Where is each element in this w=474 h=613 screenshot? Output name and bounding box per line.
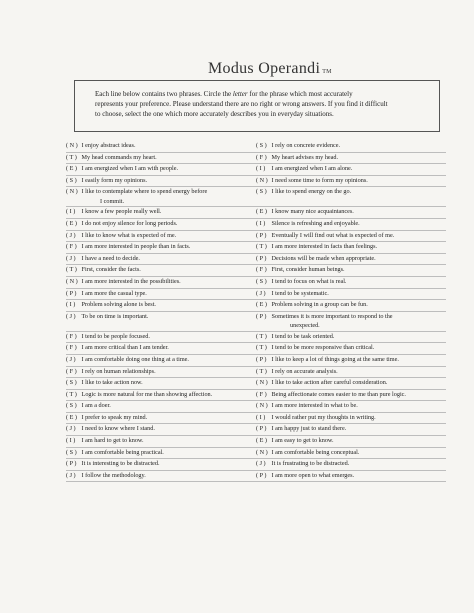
- question-row: [66, 242, 446, 254]
- questionnaire-rows: [66, 141, 446, 482]
- question-row: [66, 187, 446, 207]
- phrase-text: I am a doer.: [81, 402, 111, 410]
- choice-letter[interactable]: ( N ): [256, 176, 268, 184]
- right-phrase[interactable]: [256, 436, 444, 447]
- left-phrase[interactable]: [66, 413, 254, 424]
- phrase-text: Silence is refreshing and enjoyable.: [271, 219, 360, 227]
- phrase-text: Problem solving in a group can be fun.: [271, 301, 368, 309]
- phrase-text: To be on time is important.: [81, 312, 149, 320]
- choice-letter[interactable]: ( I ): [256, 219, 266, 227]
- choice-letter[interactable]: ( S ): [66, 448, 77, 456]
- phrase-text: I rely on concrete evidence.: [271, 142, 341, 149]
- phrase-text: I tend to be systematic.: [271, 289, 329, 297]
- left-phrase[interactable]: [66, 265, 254, 276]
- left-phrase[interactable]: [66, 459, 254, 470]
- phrase-text: I am easy to get to know.: [271, 437, 334, 445]
- choice-letter[interactable]: ( S ): [256, 142, 267, 149]
- question-row: [66, 277, 446, 289]
- right-phrase[interactable]: [256, 390, 444, 401]
- phrase-text: I am more interested in the possibilities.: [81, 277, 181, 285]
- choice-letter[interactable]: ( P ): [66, 460, 77, 468]
- left-phrase[interactable]: [66, 254, 254, 265]
- phrase-text: I rely on accurate analysis.: [271, 367, 338, 375]
- phrase-text: I am more interested in facts than feelings.: [271, 243, 378, 251]
- choice-letter[interactable]: ( S ): [256, 188, 267, 196]
- choice-letter[interactable]: ( E ): [66, 165, 77, 173]
- phrase-text: I easily form my opinions.: [81, 176, 148, 184]
- choice-letter[interactable]: ( P ): [256, 254, 267, 262]
- right-phrase[interactable]: [256, 332, 444, 343]
- phrase-text: I like to contemplate where to spend energy before: [81, 188, 208, 196]
- question-row: [66, 141, 446, 153]
- left-phrase[interactable]: [66, 300, 254, 311]
- phrase-text: I follow the methodology.: [81, 471, 146, 479]
- choice-letter[interactable]: ( N ): [66, 277, 78, 285]
- right-phrase[interactable]: [256, 401, 444, 412]
- phrase-text: Logic is more natural for me than showing affection.: [81, 390, 213, 398]
- choice-letter[interactable]: ( N ): [66, 188, 78, 196]
- choice-letter[interactable]: ( T ): [256, 243, 267, 251]
- right-phrase[interactable]: [256, 367, 444, 378]
- choice-letter[interactable]: ( E ): [66, 413, 77, 421]
- phrase-text: I like to take action after careful consideration.: [271, 379, 388, 387]
- choice-letter[interactable]: ( S ): [66, 402, 77, 410]
- choice-letter[interactable]: ( E ): [256, 301, 267, 309]
- question-row: [66, 254, 446, 266]
- left-phrase[interactable]: [66, 141, 254, 152]
- choice-letter[interactable]: ( S ): [256, 277, 267, 285]
- question-row: [66, 164, 446, 176]
- right-phrase[interactable]: [256, 219, 444, 230]
- choice-letter[interactable]: ( F ): [66, 367, 77, 375]
- phrase-text: Decisions will be made when appropriate.: [271, 254, 376, 262]
- choice-letter[interactable]: ( T ): [256, 332, 267, 340]
- choice-letter[interactable]: ( J ): [256, 289, 266, 297]
- phrase-continuation: unexpected.: [290, 322, 320, 330]
- right-phrase[interactable]: [256, 231, 444, 242]
- right-phrase[interactable]: [256, 413, 444, 424]
- question-row: [66, 378, 446, 390]
- choice-letter[interactable]: ( T ): [256, 367, 267, 375]
- choice-letter[interactable]: ( F ): [256, 266, 267, 274]
- choice-letter[interactable]: ( P ): [256, 312, 267, 320]
- choice-letter[interactable]: ( I ): [66, 301, 76, 309]
- phrase-text: My head commands my heart.: [81, 153, 157, 161]
- question-row: [66, 332, 446, 344]
- question-row: [66, 424, 446, 436]
- left-phrase[interactable]: [66, 219, 254, 230]
- right-phrase[interactable]: [256, 254, 444, 265]
- instructions-box: [74, 80, 440, 132]
- choice-letter[interactable]: ( F ): [66, 344, 77, 352]
- instructions-emphasis: letter: [232, 90, 248, 98]
- left-phrase[interactable]: [66, 378, 254, 389]
- phrase-text: I tend to be people focused.: [81, 332, 150, 340]
- right-phrase[interactable]: [256, 471, 444, 482]
- question-row: [66, 448, 446, 460]
- phrase-text: I am more critical than I am tender.: [81, 344, 169, 352]
- choice-letter[interactable]: ( E ): [66, 219, 77, 227]
- choice-letter[interactable]: ( N ): [66, 142, 78, 149]
- choice-letter[interactable]: ( I ): [256, 165, 266, 173]
- right-phrase[interactable]: [256, 207, 444, 218]
- choice-letter[interactable]: ( P ): [256, 425, 267, 433]
- phrase-text: I am energized when I am alone.: [271, 165, 353, 173]
- right-phrase[interactable]: [256, 424, 444, 435]
- choice-letter[interactable]: ( I ): [66, 208, 76, 216]
- phrase-text: It is interesting to be distracted.: [81, 460, 160, 468]
- left-phrase[interactable]: [66, 401, 254, 412]
- phrase-text: It is frustrating to be distracted.: [271, 460, 350, 468]
- right-phrase[interactable]: [256, 343, 444, 354]
- choice-letter[interactable]: ( I ): [256, 413, 266, 421]
- right-phrase[interactable]: [256, 300, 444, 311]
- choice-letter[interactable]: ( P ): [256, 471, 267, 479]
- left-phrase[interactable]: [66, 187, 254, 205]
- question-row: [66, 367, 446, 379]
- choice-letter[interactable]: ( J ): [66, 312, 76, 320]
- question-row: [66, 176, 446, 188]
- choice-letter[interactable]: ( J ): [66, 425, 76, 433]
- phrase-text: First, consider human beings.: [271, 266, 345, 274]
- phrase-text: I am more the casual type.: [81, 289, 147, 297]
- phrase-text: Being affectionate comes easier to me than pure logic.: [271, 390, 406, 398]
- left-phrase[interactable]: [66, 289, 254, 300]
- left-phrase[interactable]: [66, 367, 254, 378]
- choice-letter[interactable]: ( J ): [66, 471, 76, 479]
- right-phrase[interactable]: [256, 312, 444, 330]
- left-phrase[interactable]: [66, 448, 254, 459]
- left-phrase[interactable]: [66, 277, 254, 288]
- phrase-text: I am comfortable being practical.: [81, 448, 164, 456]
- choice-letter[interactable]: ( F ): [66, 243, 77, 251]
- choice-letter[interactable]: ( P ): [256, 355, 267, 363]
- choice-letter[interactable]: ( P ): [256, 231, 267, 239]
- choice-letter[interactable]: ( J ): [256, 460, 266, 468]
- question-row: [66, 413, 446, 425]
- right-phrase[interactable]: [256, 141, 444, 152]
- right-phrase[interactable]: [256, 176, 444, 187]
- choice-letter[interactable]: ( N ): [256, 402, 268, 410]
- trademark-mark: TM: [322, 69, 332, 75]
- choice-letter[interactable]: ( N ): [256, 448, 268, 456]
- phrase-text: I am energized when I am with people.: [81, 165, 178, 173]
- phrase-text: I do not enjoy silence for long periods.: [81, 219, 178, 227]
- phrase-text: First, consider the facts.: [81, 266, 141, 274]
- left-phrase[interactable]: [66, 207, 254, 218]
- question-row: [66, 231, 446, 243]
- phrase-text: I would rather put my thoughts in writing.: [271, 413, 376, 421]
- choice-letter[interactable]: ( F ): [256, 390, 267, 398]
- right-phrase[interactable]: [256, 265, 444, 276]
- question-row: [66, 355, 446, 367]
- phrase-text: Problem solving alone is best.: [81, 301, 156, 309]
- left-phrase[interactable]: [66, 153, 254, 164]
- right-phrase[interactable]: [256, 378, 444, 389]
- left-phrase[interactable]: [66, 231, 254, 242]
- right-phrase[interactable]: [256, 187, 444, 198]
- left-phrase[interactable]: [66, 355, 254, 366]
- choice-letter[interactable]: ( E ): [256, 437, 267, 445]
- question-row: [66, 312, 446, 332]
- phrase-text: I am happy just to stand there.: [271, 425, 347, 433]
- left-phrase[interactable]: [66, 164, 254, 175]
- question-row: [66, 207, 446, 219]
- phrase-text: I know a few people really well.: [81, 208, 162, 216]
- question-row: [66, 219, 446, 231]
- question-row: [66, 343, 446, 355]
- phrase-text: I know many nice acquaintances.: [271, 208, 354, 216]
- instructions-line-1b: for the phrase which most accurately: [247, 90, 353, 98]
- right-phrase[interactable]: [256, 459, 444, 470]
- left-phrase[interactable]: [66, 312, 254, 323]
- phrase-continuation: I commit.: [100, 197, 125, 205]
- left-phrase[interactable]: [66, 424, 254, 435]
- choice-letter[interactable]: ( F ): [66, 332, 77, 340]
- phrase-text: I like to take action now.: [81, 379, 143, 387]
- right-phrase[interactable]: [256, 277, 444, 288]
- question-row: [66, 300, 446, 312]
- question-row: [66, 436, 446, 448]
- phrase-text: I am more interested in people than in facts.: [81, 243, 191, 251]
- left-phrase[interactable]: [66, 332, 254, 343]
- phrase-text: I am comfortable doing one thing at a time.: [81, 355, 189, 363]
- question-row: [66, 265, 446, 277]
- phrase-text: Eventually I will find out what is expected of me.: [271, 231, 395, 239]
- phrase-text: I tend to be more responsive than critical.: [271, 344, 375, 352]
- question-row: [66, 289, 446, 301]
- choice-letter[interactable]: ( S ): [66, 176, 77, 184]
- phrase-text: I like to spend energy on the go.: [271, 188, 352, 196]
- question-row: [66, 401, 446, 413]
- choice-letter[interactable]: ( J ): [66, 231, 76, 239]
- choice-letter[interactable]: ( J ): [66, 254, 76, 262]
- phrase-text: I tend to focus on what is real.: [271, 277, 347, 285]
- phrase-text: I need to know where I stand.: [81, 425, 155, 433]
- title-text: Modus Operandi: [208, 60, 321, 77]
- left-phrase[interactable]: [66, 471, 254, 482]
- choice-letter[interactable]: ( T ): [66, 266, 77, 274]
- question-row: [66, 153, 446, 165]
- left-phrase[interactable]: [66, 343, 254, 354]
- left-phrase[interactable]: [66, 242, 254, 253]
- instructions-line-2: represents your preference. Please understand there are no right or wrong answers. If you find it difficult: [95, 100, 388, 108]
- right-phrase[interactable]: [256, 242, 444, 253]
- instructions-line-3: to choose, select the one which more accurately describes you in everyday situations.: [95, 110, 334, 118]
- choice-letter[interactable]: ( S ): [66, 379, 77, 387]
- left-phrase[interactable]: [66, 176, 254, 187]
- choice-letter[interactable]: ( T ): [256, 344, 267, 352]
- choice-letter[interactable]: ( F ): [256, 153, 267, 161]
- right-phrase[interactable]: [256, 289, 444, 300]
- right-phrase[interactable]: [256, 355, 444, 366]
- choice-letter[interactable]: ( J ): [66, 355, 76, 363]
- right-phrase[interactable]: [256, 153, 444, 164]
- phrase-text: I tend to be task oriented.: [271, 332, 335, 340]
- question-row: [66, 390, 446, 402]
- choice-letter[interactable]: ( T ): [66, 390, 77, 398]
- phrase-text: I am more open to what emerges.: [271, 471, 355, 479]
- choice-letter[interactable]: ( T ): [66, 153, 77, 161]
- phrase-text: My heart advises my head.: [271, 153, 339, 161]
- phrase-text: Sometimes it is more important to respond to the: [271, 312, 393, 320]
- choice-letter[interactable]: ( N ): [256, 379, 268, 387]
- phrase-text: I prefer to speak my mind.: [81, 413, 148, 421]
- choice-letter[interactable]: ( P ): [66, 289, 77, 297]
- page-title: [208, 60, 332, 78]
- phrase-text: I enjoy abstract ideas.: [81, 142, 136, 149]
- question-row: [66, 459, 446, 471]
- phrase-text: I like to know what is expected of me.: [81, 231, 177, 239]
- phrase-text: I am more interested in what to be.: [271, 402, 358, 410]
- phrase-text: I have a need to decide.: [81, 254, 140, 262]
- phrase-text: I need some time to form my opinions.: [271, 176, 368, 184]
- phrase-text: I rely on human relationships.: [81, 367, 156, 375]
- question-row: [66, 471, 446, 483]
- right-phrase[interactable]: [256, 164, 444, 175]
- left-phrase[interactable]: [66, 436, 254, 447]
- right-phrase[interactable]: [256, 448, 444, 459]
- choice-letter[interactable]: ( E ): [256, 208, 267, 216]
- choice-letter[interactable]: ( I ): [66, 437, 76, 445]
- left-phrase[interactable]: [66, 390, 254, 401]
- phrase-text: I am comfortable being conceptual.: [271, 448, 360, 456]
- phrase-text: I like to keep a lot of things going at the same time.: [271, 355, 399, 363]
- instructions-line-1a: Each line below contains two phrases. Circle the: [95, 90, 233, 98]
- instructions-line-1: [95, 89, 433, 99]
- phrase-text: I am hard to get to know.: [81, 437, 144, 445]
